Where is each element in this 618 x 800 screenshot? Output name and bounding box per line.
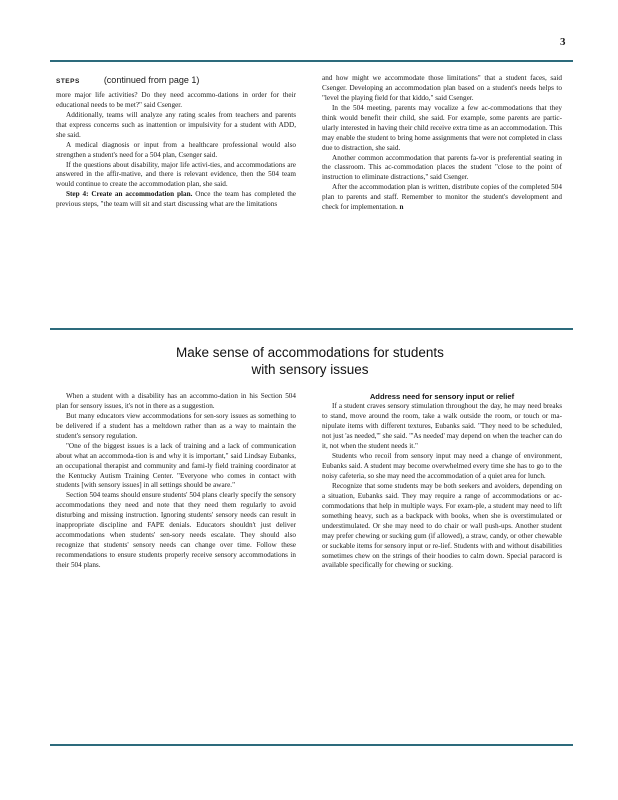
paragraph bbox=[56, 190, 296, 210]
continued-note: (continued from page 1) bbox=[103, 75, 200, 85]
continued-header bbox=[56, 74, 296, 87]
top-divider bbox=[50, 60, 573, 62]
article-headline bbox=[60, 344, 560, 379]
section-label: STEPS bbox=[56, 78, 80, 85]
paragraph: and how might we accommodate those limitations" that a student faces, said Csenger. Developing an accommodation plan based on a student's needs helps to "level the playing field for that kiddo," said Csenger. bbox=[322, 74, 562, 102]
paragraph: more major life activities? Do they need accommo-dations in order for their educational needs to be met?" said Csenger. bbox=[56, 90, 296, 109]
paragraph: If a student craves sensory stimulation throughout the day, he may need breaks to stand, move around the room, take a walk outside the room, or touch or ma-nipulate items with different textures, Eubanks said. "They need to be scheduled, not just 'as needed,'" she said. "'As needed' may depend on when the teacher can do it, not when the student needs it." bbox=[322, 402, 562, 451]
paragraph: Students who recoil from sensory input may need a change of environment, Eubanks said. A student may become overwhelmed every time she has to go to the noisy cafeteria, so she may need the accommodation of a quiet area for lunch. bbox=[322, 452, 562, 481]
headline-line-2: with sensory issues bbox=[251, 362, 369, 378]
paragraph: Section 504 teams should ensure students' 504 plans clearly specify the sensory accommodations they need and note that they need them regularly to avoid disturbing and missing instruction. Ignoring students' sensory needs can result in inappropriate discipline and FAPE denials. Educators shouldn't just deliver accommodations when students' sen-sory needs escalate. They should also recognize that students' sensory needs can change over time. Follow these recommendations to ensure students properly receive sensory accommodations in their 504 plans. bbox=[56, 491, 296, 569]
section-divider bbox=[50, 328, 573, 330]
paragraph: Additionally, teams will analyze any rating scales from teachers and parents that express concerns such as inattention or impulsivity for a student with ADD, she said. bbox=[56, 110, 296, 139]
paragraph: "One of the biggest issues is a lack of training and a lack of communication about what an accommoda-tion is and why it is important," said Lindsay Eubanks, an occupational therapist and community and fami-ly field training coordinator at the Kentucky Autism Training Center. "Everyone who comes in contact with students [with sensory issues] in all settings should be aware." bbox=[56, 441, 296, 490]
step-text: Once the team has completed the previous steps, "the team will sit and start discussing what are the limitations bbox=[56, 190, 296, 209]
paragraph: Recognize that some students may be both seekers and avoiders, depending on a situation, Eubanks said. They may require a range of accommodations or ac-commodations that help in multiple ways. For exam-ple, a student may need to lift something heavy, such as a backpack with books, when she is overstimulated or understimulated. Or she may need to do chair or wall push-ups. Another student may prefer chewing or sucking gum (if allowed), a straw, candy, or other chewable or suckable items for sensory input or re-lief. Students with and without disabilities sometimes chew on the strings of their hoodies to calm down. Special paracord is available specifically for chewing or sucking. bbox=[322, 481, 562, 570]
paragraph: But many educators view accommodations for sen-sory issues as something to be delivered if a student has a meltdown rather than as a way to maintain the student's sensory regulation. bbox=[56, 411, 296, 440]
end-of-story-mark: n bbox=[399, 203, 404, 212]
subheading: Address need for sensory input or relief bbox=[369, 392, 515, 401]
step-heading: Step 4: Create an accommodation plan. bbox=[66, 190, 193, 199]
paragraph: Another common accommodation that parents fa-vor is preferential seating in the classroom. This ac-commodation places the student "close to the point of instruction to eliminate distractions," said Csenger. bbox=[322, 153, 562, 182]
bottom-divider bbox=[50, 744, 573, 746]
headline-line-1: Make sense of accommodations for students bbox=[176, 345, 444, 360]
article-column-1 bbox=[56, 392, 296, 571]
steps-continued-column-2 bbox=[322, 74, 562, 213]
paragraph: When a student with a disability has an accommo-dation in his Section 504 plan for sensory issues, it's not in there as a suggestion. bbox=[56, 392, 296, 410]
paragraph: A medical diagnosis or input from a healthcare professional would also strengthen a student's need for a 504 plan, Csenger said. bbox=[56, 140, 296, 159]
paragraph: If the questions about disability, major life activi-ties, and accommodations are answered in the affir-mative, and there is relevant evidence, then the 504 team would continue to create the accommodation plan, she said. bbox=[56, 160, 296, 189]
paragraph-text: After the accommodation plan is written, distribute copies of the completed 504 plan to parents and staff. Remember to monitor the student's development and check for implementation. bbox=[322, 183, 562, 212]
steps-continued-column-1 bbox=[56, 74, 296, 210]
page-number: 3 bbox=[560, 36, 566, 48]
article-column-2 bbox=[322, 392, 562, 571]
paragraph bbox=[322, 183, 562, 213]
paragraph: In the 504 meeting, parents may vocalize a few ac-commodations that they think would benefit their child, she said. For example, some parents are partic-ularly interested in having their child receive extra time as an accommodation. This may enable the student to bring home assignments that were not completed in class due to distraction, she said. bbox=[322, 103, 562, 152]
